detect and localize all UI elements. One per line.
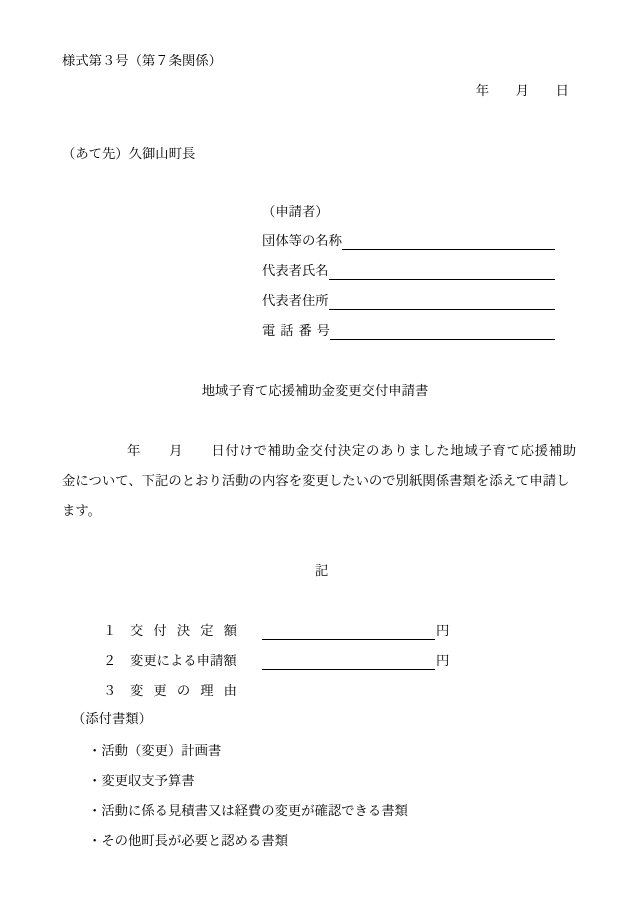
fill-in-line <box>342 233 555 250</box>
item-number: １ <box>103 624 117 639</box>
item-unit: 円 <box>436 624 450 639</box>
ki-heading: 記 <box>315 564 329 579</box>
field-label: 代表者住所 <box>262 294 329 309</box>
item-number: ２ <box>103 654 117 669</box>
field-label: 代表者氏名 <box>262 264 329 279</box>
item-label: 交 付 決 定 額 <box>130 624 237 639</box>
applicant-field-representative-name <box>262 263 555 281</box>
attachment-item: ・活動に係る見積書又は経費の変更が確認できる書類 <box>88 804 408 819</box>
fill-in-line <box>329 263 555 280</box>
item-label: 変更による申請額 <box>130 654 237 669</box>
fill-in-line <box>330 323 555 340</box>
applicant-field-representative-address <box>262 293 555 311</box>
fill-in-line <box>262 623 435 640</box>
fill-in-line <box>329 293 555 310</box>
applicant-field-phone <box>262 323 555 341</box>
form-number: 様式第３号（第７条関係） <box>62 54 222 69</box>
statement-line: 年 月 日付けで補助金交付決定のありました地域子育て応援補助 <box>127 444 577 459</box>
field-label: 団体等の名称 <box>262 234 342 249</box>
statement-line: 金について、下記のとおり活動の内容を変更したいので別紙関係書類を添えて申請し <box>62 474 570 489</box>
attachment-item: ・活動（変更）計画書 <box>88 744 222 759</box>
item-number: ３ <box>103 684 117 699</box>
item-change-reason <box>0 683 630 701</box>
item-requested-amount <box>0 653 630 671</box>
item-unit: 円 <box>436 654 450 669</box>
addressee: （あて先）久御山町長 <box>62 147 196 162</box>
date-line: 年 月 日 <box>475 84 569 99</box>
statement-line: ます。 <box>62 504 101 519</box>
item-label: 変 更 の 理 由 <box>130 684 237 699</box>
item-decided-amount <box>0 623 630 641</box>
field-label: 電 話 番 号 <box>262 324 330 339</box>
applicant-heading: （申請者） <box>262 205 329 220</box>
applicant-field-organization <box>262 233 555 251</box>
document-title: 地域子育て応援補助金変更交付申請書 <box>201 384 429 399</box>
attachment-item: ・変更収支予算書 <box>88 774 195 789</box>
attachments-heading: （添付書類） <box>72 712 152 727</box>
attachment-item: ・その他町長が必要と認める書類 <box>88 834 288 849</box>
fill-in-line <box>262 653 435 670</box>
